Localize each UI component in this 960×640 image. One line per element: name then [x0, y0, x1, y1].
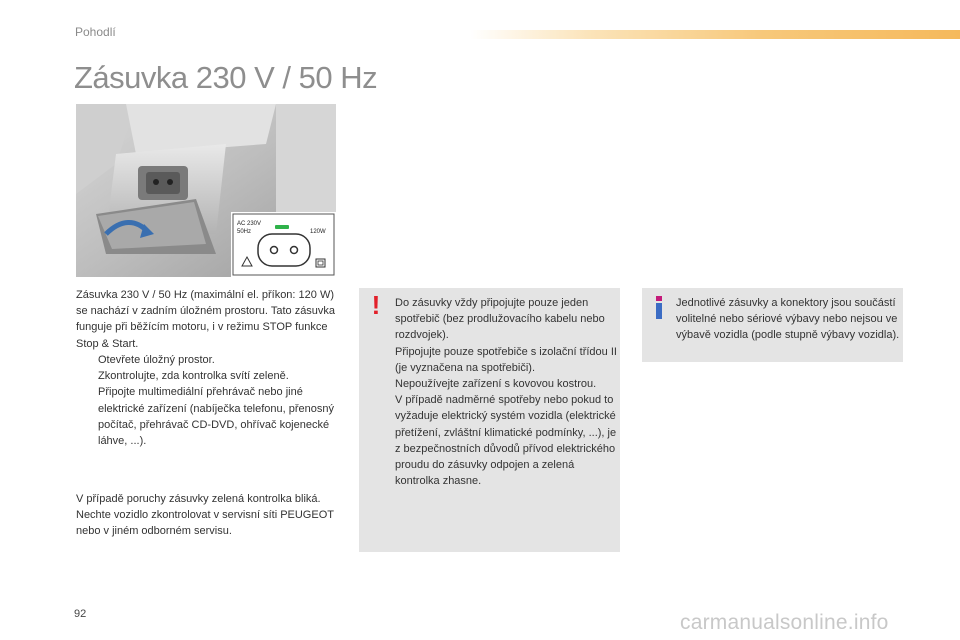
green-indicator: [275, 225, 289, 229]
step-text: Připojte multimediální přehrávač nebo jiné elektrické zařízení (nabíječka telefonu, přenosný počítač, přehrávač CD-DVD, ohřívač kojenecké láhve, ...).: [98, 386, 335, 448]
exclamation-icon: !: [371, 290, 381, 320]
step-item: [76, 352, 346, 368]
page-title: Zásuvka 230 V / 50 Hz: [74, 60, 378, 95]
warning-box: [359, 288, 620, 552]
step-item: [76, 384, 346, 449]
warning-paragraph-1: Do zásuvky vždy připojujte pouze jeden spotřebič (bez prodlužovacího kabelu nebo rozdvojek).: [395, 297, 605, 342]
page-number: 92: [74, 608, 87, 620]
warning-paragraph-3: Nepoužívejte zařízení s kovovou kostrou.: [395, 378, 597, 391]
step-item: [76, 368, 346, 384]
socket-photo: [76, 104, 336, 277]
fault-paragraph-1: V případě poruchy zásuvky zelená kontrolka bliká.: [76, 493, 321, 505]
step-text: Zkontrolujte, zda kontrolka svítí zeleně.: [98, 370, 289, 383]
info-icon: [653, 296, 665, 319]
section-label: Pohodlí: [75, 25, 116, 39]
label-hz: 50Hz: [237, 229, 252, 235]
warning-text: [395, 295, 617, 489]
intro-text: Zásuvka 230 V / 50 Hz (maximální el. příkon: 120 W) se nachází v zadním úložném prostoru. Tato zásuvka funguje při běžícím motoru, i v režimu STOP funkce Stop & Start.: [76, 289, 336, 350]
steps-list: [76, 352, 346, 449]
header-accent-bar: [470, 30, 960, 39]
info-text: Jednotlivé zásuvky a konektory jsou součástí volitelné nebo sériové výbavy nebo nejsou ve výbavě vozidla (podle stupně výbavy vozidla).: [676, 297, 900, 342]
fault-text: [76, 491, 346, 540]
info-box: [642, 288, 903, 362]
watermark: carmanualsonline.info: [680, 611, 889, 634]
label-ac: AC 230V: [237, 221, 262, 227]
label-w: 120W: [310, 229, 326, 235]
warning-paragraph-4: V případě nadměrné spotřeby nebo pokud to vyžaduje elektrický systém vozidla (elektrické přetížení, zvláštní klimatické podmínky, ...), je z bezpečnostních důvodů přívod elektrického proudu do zásuvky odpojen a zelená kontrolka zhasne.: [395, 394, 617, 488]
step-text: Otevřete úložný prostor.: [98, 354, 215, 366]
fault-paragraph-2: Nechte vozidlo zkontrolovat v servisní síti PEUGEOT nebo v jiném odborném servisu.: [76, 509, 334, 538]
socket-outline: [258, 234, 310, 266]
warning-paragraph-2: Připojujte pouze spotřebiče s izolační třídou II (je vyznačena na spotřebiči).: [395, 345, 617, 374]
